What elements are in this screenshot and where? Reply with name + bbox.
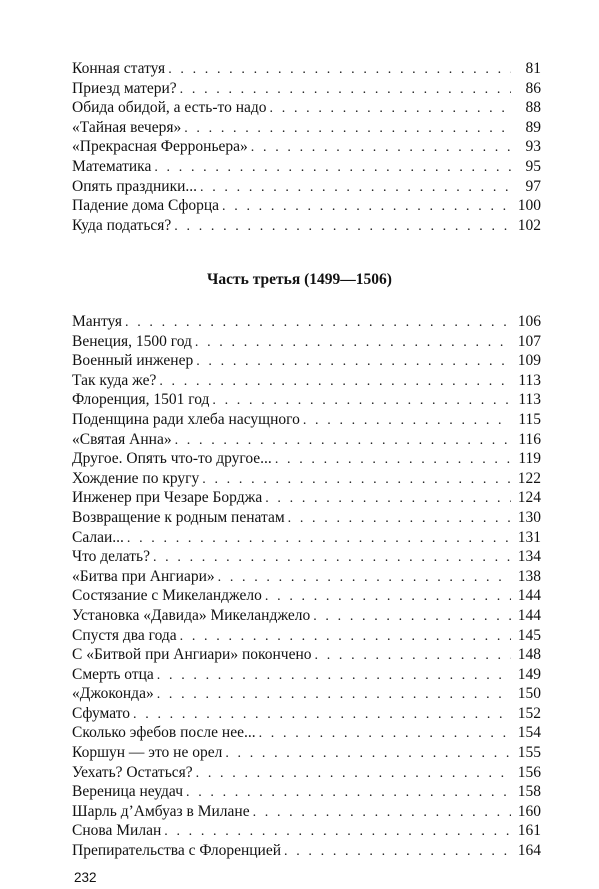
dot-leader: [196, 352, 511, 372]
toc-entry-page: 113: [518, 391, 541, 409]
toc-entry: [72, 841, 541, 861]
dot-leader: [180, 627, 511, 647]
toc-entry-page: 134: [517, 548, 541, 566]
toc-entry-title: Уехать? Остаться?: [72, 763, 193, 781]
toc-entry-title: Так куда же?: [72, 371, 157, 389]
toc-entry: [72, 802, 541, 822]
toc-entry-title: Опять праздники...: [72, 177, 198, 195]
toc-entry-page: 145: [517, 626, 541, 644]
toc-entry: [72, 430, 541, 450]
toc-entry-title: Конная статуя: [72, 60, 166, 77]
toc-entry-page: 124: [517, 489, 541, 507]
toc-entry: [72, 216, 541, 236]
toc-entry-page: 144: [517, 606, 541, 624]
toc-entry-page: 154: [517, 724, 541, 742]
dot-leader: [159, 372, 511, 392]
toc-entry-title: Коршун — это не орел: [72, 744, 223, 762]
toc-entry-page: 150: [517, 685, 541, 703]
toc-entry-title: Математика: [72, 157, 152, 175]
dot-leader: [175, 431, 511, 451]
toc-entry: [72, 157, 541, 177]
toc-entry: [72, 782, 541, 802]
toc-entry: [72, 59, 541, 79]
toc-entry: [72, 196, 541, 216]
toc-list-part2-tail: [72, 59, 541, 235]
toc-entry: [72, 665, 541, 685]
toc-entry-title: Что делать?: [72, 548, 150, 566]
toc-entry-page: 152: [517, 704, 541, 722]
toc-entry-page: 93: [525, 138, 541, 156]
toc-entry-page: 158: [517, 783, 541, 801]
toc-entry-page: 100: [517, 197, 541, 215]
toc-entry-title: Поденщина ради хлеба насущного: [72, 410, 300, 428]
toc-entry-page: 155: [517, 744, 541, 762]
toc-entry: [72, 821, 541, 841]
toc-entry: [72, 508, 541, 528]
toc-entry-title: Флоренция, 1501 год: [72, 391, 210, 409]
dot-leader: [164, 822, 511, 842]
toc-entry-page: 160: [517, 802, 541, 820]
toc-entry-page: 131: [517, 528, 541, 546]
toc-entry: [72, 390, 541, 410]
dot-leader: [127, 529, 511, 549]
toc-entry: [72, 684, 541, 704]
dot-leader: [196, 764, 511, 784]
toc-entry-page: 156: [517, 763, 541, 781]
toc-entry-page: 138: [517, 567, 541, 585]
dot-leader: [303, 411, 511, 431]
toc-entry: [72, 410, 541, 430]
dot-leader: [315, 646, 511, 666]
dot-leader: [153, 548, 511, 568]
dot-leader: [270, 99, 511, 119]
toc-entry: [72, 79, 541, 99]
toc-entry-title: «Джоконда»: [72, 685, 154, 703]
toc-entry: [72, 137, 541, 157]
toc-entry-title: Препирательства с Флоренцией: [72, 842, 282, 860]
toc-entry-page: 106: [517, 313, 541, 330]
toc-entry-title: Инженер при Чезаре Борджа: [72, 489, 263, 507]
toc-entry-page: 161: [517, 822, 541, 840]
dot-leader: [259, 724, 511, 744]
toc-entry: [72, 645, 541, 665]
toc-entry-title: Хождение по кругу: [72, 469, 200, 487]
toc-entry: [72, 469, 541, 489]
toc-entry-title: Приезд матери?: [72, 79, 177, 97]
toc-entry-page: 95: [525, 157, 541, 175]
toc-entry-title: «Битва при Ангиари»: [72, 567, 215, 585]
toc-entry-page: 144: [517, 587, 541, 605]
toc-entry-title: Куда податься?: [72, 216, 172, 234]
toc-entry-title: Состязание с Микеланджело: [72, 587, 262, 605]
toc-entry-page: 122: [517, 469, 541, 487]
dot-leader: [133, 705, 511, 725]
toc-entry-page: 130: [517, 508, 541, 526]
toc-entry-title: Спустя два года: [72, 626, 177, 644]
toc-entry: [72, 177, 541, 197]
toc-entry-title: Шарль д’Амбуаз в Милане: [72, 802, 250, 820]
section-heading-part3: Часть третья (1499—1506): [207, 271, 392, 288]
toc-entry-page: 116: [518, 430, 541, 448]
toc-entry: [72, 528, 541, 548]
dot-leader: [288, 509, 511, 529]
toc-entry-page: 148: [517, 646, 541, 664]
toc-entry-page: 109: [517, 352, 541, 370]
toc-entry-title: Сфумато: [72, 704, 131, 722]
toc-entry-title: Обида обидой, а есть-то надо: [72, 99, 267, 117]
toc-entry-title: Военный инженер: [72, 352, 194, 370]
toc-entry-page: 102: [517, 216, 541, 234]
dot-leader: [313, 607, 511, 627]
dot-leader: [200, 178, 511, 198]
toc-entry: [72, 332, 541, 352]
toc-entry: [72, 547, 541, 567]
toc-entry: [72, 743, 541, 763]
toc-entry-title: Смерть отца: [72, 665, 154, 683]
dot-leader: [218, 568, 511, 588]
dot-leader: [184, 119, 511, 139]
toc-entry-page: 113: [518, 371, 541, 389]
toc-list-part3: [72, 312, 541, 861]
toc-entry-title: «Тайная вечеря»: [72, 118, 182, 136]
toc-entry-title: Другое. Опять что-то другое...: [72, 450, 272, 468]
dot-leader: [222, 197, 511, 217]
toc-entry: [72, 704, 541, 724]
dot-leader: [225, 744, 511, 764]
toc-entry-page: 115: [518, 410, 541, 428]
toc-entry: [72, 626, 541, 646]
toc-entry-title: Сколько эфебов после нее...: [72, 724, 256, 742]
toc-entry-title: Возвращение к родным пенатам: [72, 508, 285, 526]
toc-entry-page: 88: [525, 99, 541, 117]
dot-leader: [157, 666, 511, 686]
toc-entry: [72, 312, 541, 332]
toc-entry: [72, 723, 541, 743]
dot-leader: [174, 217, 511, 237]
dot-leader: [202, 470, 511, 490]
toc-entry-title: С «Битвой при Ангиари» покончено: [72, 646, 312, 664]
toc-entry-title: Венеция, 1500 год: [72, 332, 192, 350]
toc-entry: [72, 488, 541, 508]
toc-entry-title: «Святая Анна»: [72, 430, 172, 448]
page-number: 232: [74, 870, 97, 885]
toc-entry-page: 107: [517, 332, 541, 350]
toc-entry-title: Установка «Давида» Микеланджело: [72, 606, 311, 624]
toc-entry-page: 164: [517, 842, 541, 860]
toc-entry-title: «Прекрасная Ферроньера»: [72, 138, 248, 156]
dot-leader: [180, 80, 511, 100]
toc-entry-page: 86: [525, 79, 541, 97]
dot-leader: [168, 60, 511, 80]
toc-entry-title: Мантуя: [72, 313, 123, 330]
toc-entry-title: Салаи...: [72, 528, 124, 546]
dot-leader: [275, 450, 511, 470]
dot-leader: [284, 842, 511, 862]
dot-leader: [265, 489, 511, 509]
toc-entry-page: 149: [517, 665, 541, 683]
toc-entry: [72, 567, 541, 587]
toc-entry: [72, 98, 541, 118]
toc-entry: [72, 763, 541, 783]
toc-entry: [72, 449, 541, 469]
dot-leader: [251, 138, 511, 158]
toc-entry: [72, 586, 541, 606]
toc-entry-page: 97: [525, 177, 541, 195]
dot-leader: [212, 391, 511, 411]
toc-entry: [72, 371, 541, 391]
dot-leader: [125, 313, 511, 333]
toc-entry-title: Вереница неудач: [72, 783, 183, 801]
toc-entry-title: Снова Милан: [72, 822, 162, 840]
toc-entry-page: 81: [525, 60, 541, 77]
dot-leader: [154, 158, 511, 178]
toc-entry-page: 119: [518, 450, 541, 468]
dot-leader: [265, 587, 511, 607]
dot-leader: [186, 783, 511, 803]
dot-leader: [157, 685, 511, 705]
toc-entry-page: 89: [525, 118, 541, 136]
dot-leader: [253, 803, 511, 823]
dot-leader: [195, 333, 511, 353]
toc-entry-title: Падение дома Сфорца: [72, 197, 220, 215]
toc-entry: [72, 118, 541, 138]
toc-entry: [72, 606, 541, 626]
toc-entry: [72, 351, 541, 371]
